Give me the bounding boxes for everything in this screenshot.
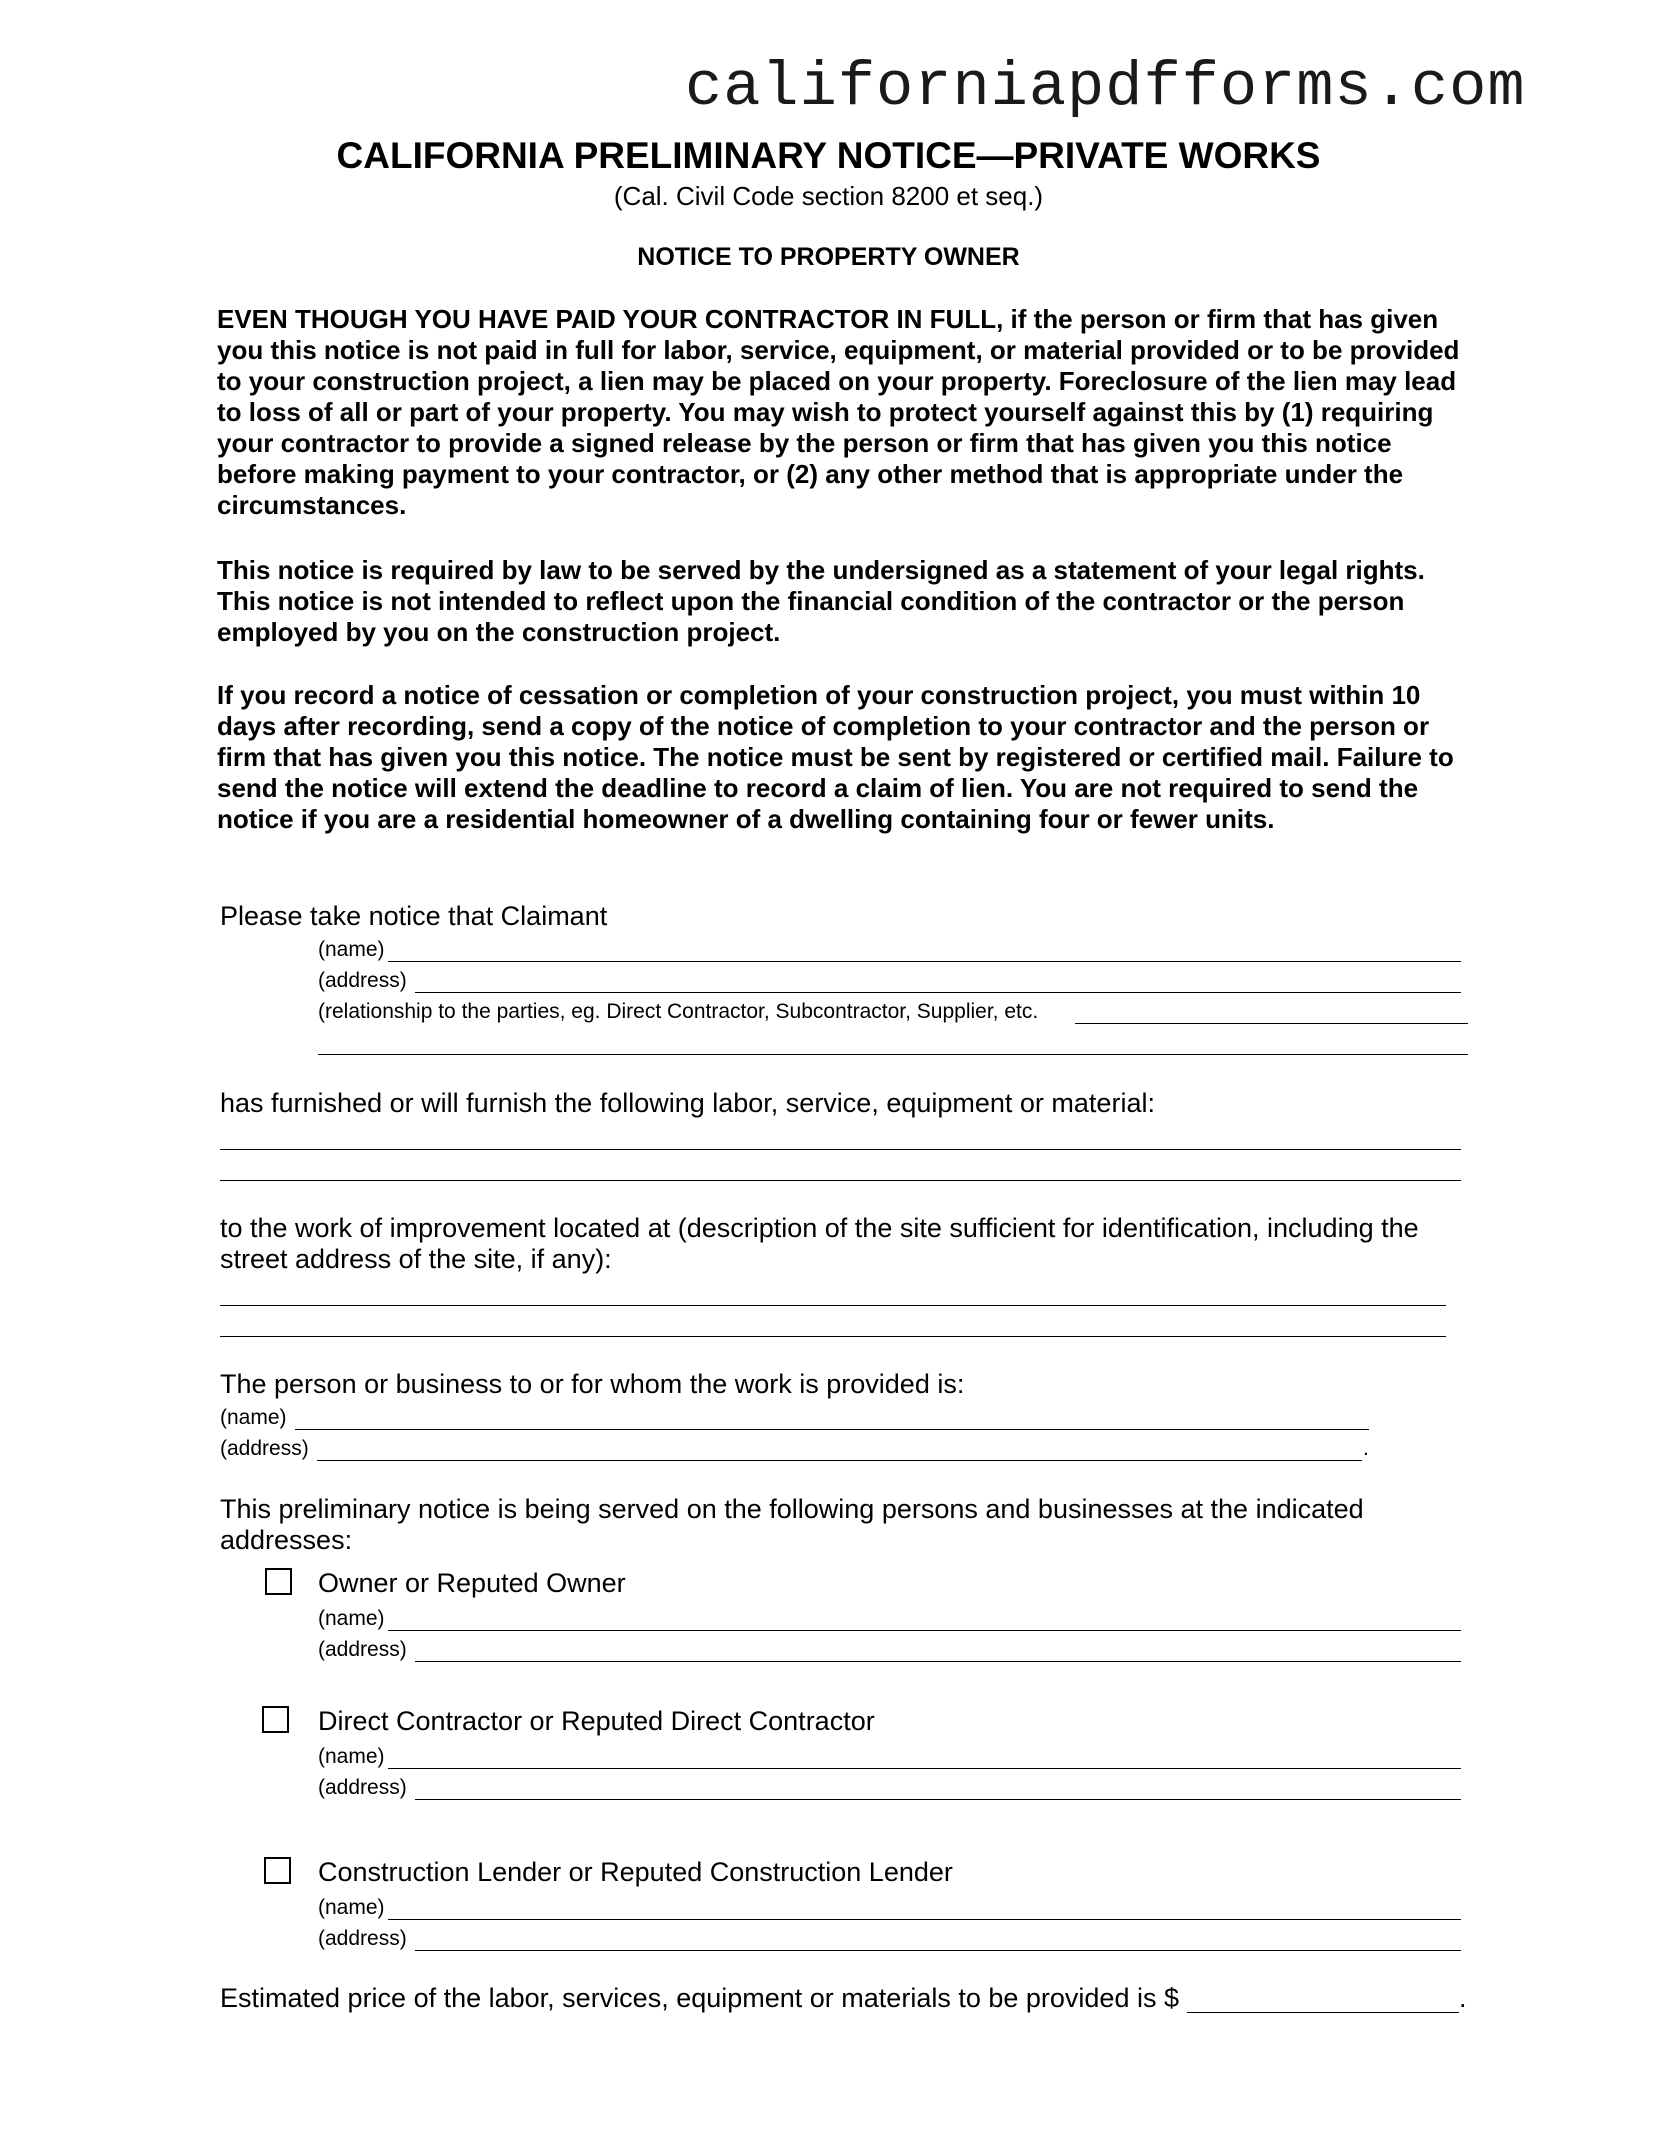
notice-paragraph-1: EVEN THOUGH YOU HAVE PAID YOUR CONTRACTOR IN FULL, if the person or firm that has given you this notice is not paid in full for labor, service, equipment, or material provided or to be provided to your construction project, a lien may be placed on your property. Foreclosure of the lien may lead to loss of all or part of your property. You may wish to protect yourself against this by (1) requiring your contractor to provide a signed release by the person or firm that has given you this notice before making payment to your contractor, or (2) any other method that is appropriate under the circumstances. bbox=[217, 304, 1460, 520]
owner-name-field[interactable] bbox=[388, 1630, 1461, 1631]
site-field-line-1[interactable] bbox=[220, 1305, 1446, 1306]
furnish-field-line-2[interactable] bbox=[220, 1180, 1461, 1181]
direct-contractor-address-label: (address) bbox=[318, 1776, 407, 1799]
page-subtitle: (Cal. Civil Code section 8200 et seq.) bbox=[613, 181, 1044, 211]
work-for-name-label: (name) bbox=[220, 1406, 287, 1429]
construction-lender-name-label: (name) bbox=[318, 1896, 385, 1919]
work-for-address-period: . bbox=[1363, 1437, 1369, 1460]
claimant-address-field[interactable] bbox=[415, 992, 1461, 993]
notice-paragraph-3: If you record a notice of cessation or completion of your construction project, you must within 10 days after recording, send a copy of the notice of completion to your contractor and the person or firm that has given you this notice. The notice must be sent by registered or certified mail. Failure to send the notice will extend the deadline to record a claim of lien. You are not required to send the notice if you are a residential homeowner of a dwelling containing four or fewer units. bbox=[217, 680, 1454, 834]
direct-contractor-name-field[interactable] bbox=[388, 1768, 1461, 1769]
furnish-field-line-1[interactable] bbox=[220, 1149, 1461, 1150]
notice-heading: NOTICE TO PROPERTY OWNER bbox=[637, 243, 1020, 271]
construction-lender-address-label: (address) bbox=[318, 1927, 407, 1950]
work-for-label: The person or business to or for whom the work is provided is: bbox=[220, 1369, 965, 1399]
site-label-line-1: to the work of improvement located at (description of the site sufficient for identification, including the bbox=[220, 1213, 1419, 1243]
notice-paragraph-2: This notice is required by law to be served by the undersigned as a statement of your legal rights. This notice is not intended to reflect upon the financial condition of the contractor or the person employed by you on the construction project. bbox=[217, 555, 1425, 647]
claimant-name-label: (name) bbox=[318, 938, 385, 961]
claimant-address-label: (address) bbox=[318, 969, 407, 992]
furnish-label: has furnished or will furnish the following labor, service, equipment or material: bbox=[220, 1088, 1155, 1118]
construction-lender-name-field[interactable] bbox=[388, 1919, 1461, 1920]
construction-lender-label: Construction Lender or Reputed Construction Lender bbox=[318, 1857, 953, 1887]
owner-address-label: (address) bbox=[318, 1638, 407, 1661]
direct-contractor-name-label: (name) bbox=[318, 1745, 385, 1768]
claimant-name-field[interactable] bbox=[388, 961, 1461, 962]
work-for-name-field[interactable] bbox=[295, 1429, 1369, 1430]
site-field-line-2[interactable] bbox=[220, 1336, 1446, 1337]
owner-name-label: (name) bbox=[318, 1607, 385, 1630]
work-for-address-label: (address) bbox=[220, 1437, 309, 1460]
claimant-relationship-field[interactable] bbox=[1075, 1023, 1468, 1024]
estimated-price-field[interactable] bbox=[1187, 2012, 1459, 2013]
watermark: californiapdfforms.com bbox=[685, 52, 1526, 123]
direct-contractor-address-field[interactable] bbox=[415, 1799, 1461, 1800]
site-label-line-2: street address of the site, if any): bbox=[220, 1244, 612, 1274]
direct-contractor-checkbox[interactable] bbox=[262, 1706, 289, 1733]
owner-address-field[interactable] bbox=[415, 1661, 1461, 1662]
claimant-relationship-field-line-2[interactable] bbox=[318, 1054, 1468, 1055]
estimated-price-label: Estimated price of the labor, services, equipment or materials to be provided is $ bbox=[220, 1983, 1179, 2013]
claimant-intro: Please take notice that Claimant bbox=[220, 901, 608, 931]
served-label-line-1: This preliminary notice is being served on the following persons and businesses at the indicated bbox=[220, 1494, 1364, 1524]
page-title: CALIFORNIA PRELIMINARY NOTICE—PRIVATE WORKS bbox=[336, 135, 1321, 176]
served-label-line-2: addresses: bbox=[220, 1525, 353, 1555]
owner-checkbox[interactable] bbox=[265, 1568, 292, 1595]
construction-lender-address-field[interactable] bbox=[415, 1950, 1461, 1951]
construction-lender-checkbox[interactable] bbox=[264, 1857, 291, 1884]
estimated-price-period: . bbox=[1459, 1983, 1467, 2013]
owner-label: Owner or Reputed Owner bbox=[318, 1568, 626, 1598]
work-for-address-field[interactable] bbox=[317, 1460, 1362, 1461]
claimant-relationship-label: (relationship to the parties, eg. Direct Contractor, Subcontractor, Supplier, etc. bbox=[318, 1000, 1039, 1023]
direct-contractor-label: Direct Contractor or Reputed Direct Contractor bbox=[318, 1706, 875, 1736]
